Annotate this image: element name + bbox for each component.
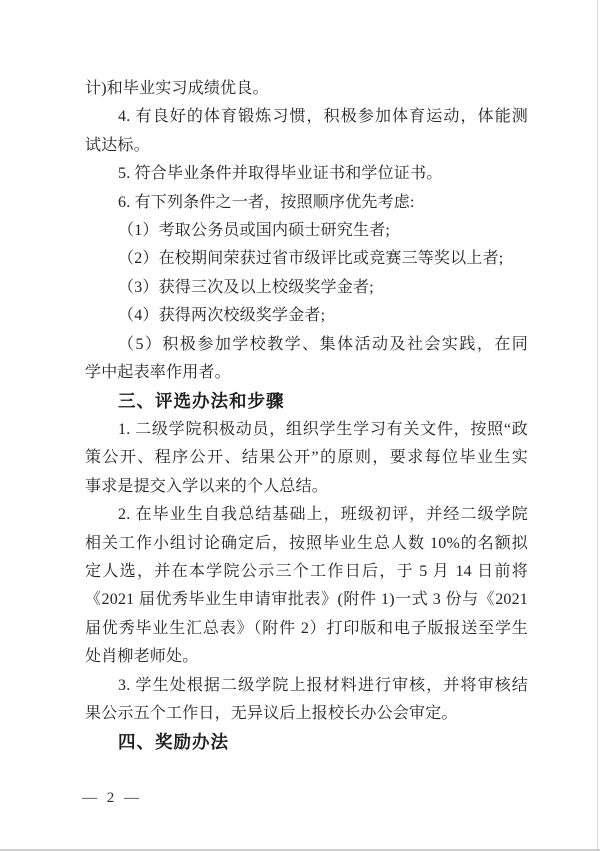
text-line: 学中起表率作用者。 [85,364,231,382]
text-line: 处肖柳老师处。 [85,648,199,666]
scan-edge-right [597,0,598,851]
text-line: 6. 有下列条件之一者，按照顺序优先考虑: [118,193,415,211]
text-line: 5. 符合毕业条件并取得毕业证书和学位证书。 [118,165,443,183]
text-line: （5）积极参加学校教学、集体活动及社会实践，在同 [118,335,528,353]
text-line: （1）考取公务员或国内硕士研究生者; [118,222,391,240]
text-line: 《2021 届优秀毕业生申请审批表》(附件 1)一式 3 份与《2021 [85,591,528,609]
text-line: 果公示五个工作日，无异议后上报校长办公会审定。 [85,704,458,722]
text-line: 4. 有良好的体育锻炼习惯，积极参加体育运动，体能测 [118,108,528,126]
text-line: 试达标。 [85,136,150,154]
text-line: 相关工作小组讨论确定后，按照毕业生总人数 10%的名额拟 [85,534,528,552]
text-line: 策公开、程序公开、结果公开”的原则，要求每位毕业生实 [85,449,528,467]
document-body [85,75,528,757]
text-line: 计)和毕业实习成绩优良。 [85,80,269,97]
text-line: 2. 在毕业生自我总结基础上，班级初评，并经二级学院 [118,506,528,524]
section-heading: 三、评选办法和步骤 [118,391,285,412]
text-line: （4）获得两次校级奖学金者; [118,307,326,325]
text-line: （2）在校期间荣获过省市级评比或竞赛三等奖以上者; [118,250,504,268]
text-line: 定人选，并在本学院公示三个工作日后，于 5 月 14 日前将 [85,562,528,580]
text-line: 1. 二级学院积极动员，组织学生学习有关文件，按照“政 [118,420,528,438]
text-line: 事求是提交入学以来的个人总结。 [85,477,329,495]
text-line: 届优秀毕业生汇总表》（附件 2）打印版和电子版报送至学生 [85,619,528,637]
text-line: 3. 学生处根据二级学院上报材料进行审核，并将审核结 [118,676,528,694]
page-number: — 2 — [82,790,142,806]
section-heading: 四、奖励办法 [118,732,229,753]
text-line: （3）获得三次及以上校级奖学金者; [118,278,374,296]
